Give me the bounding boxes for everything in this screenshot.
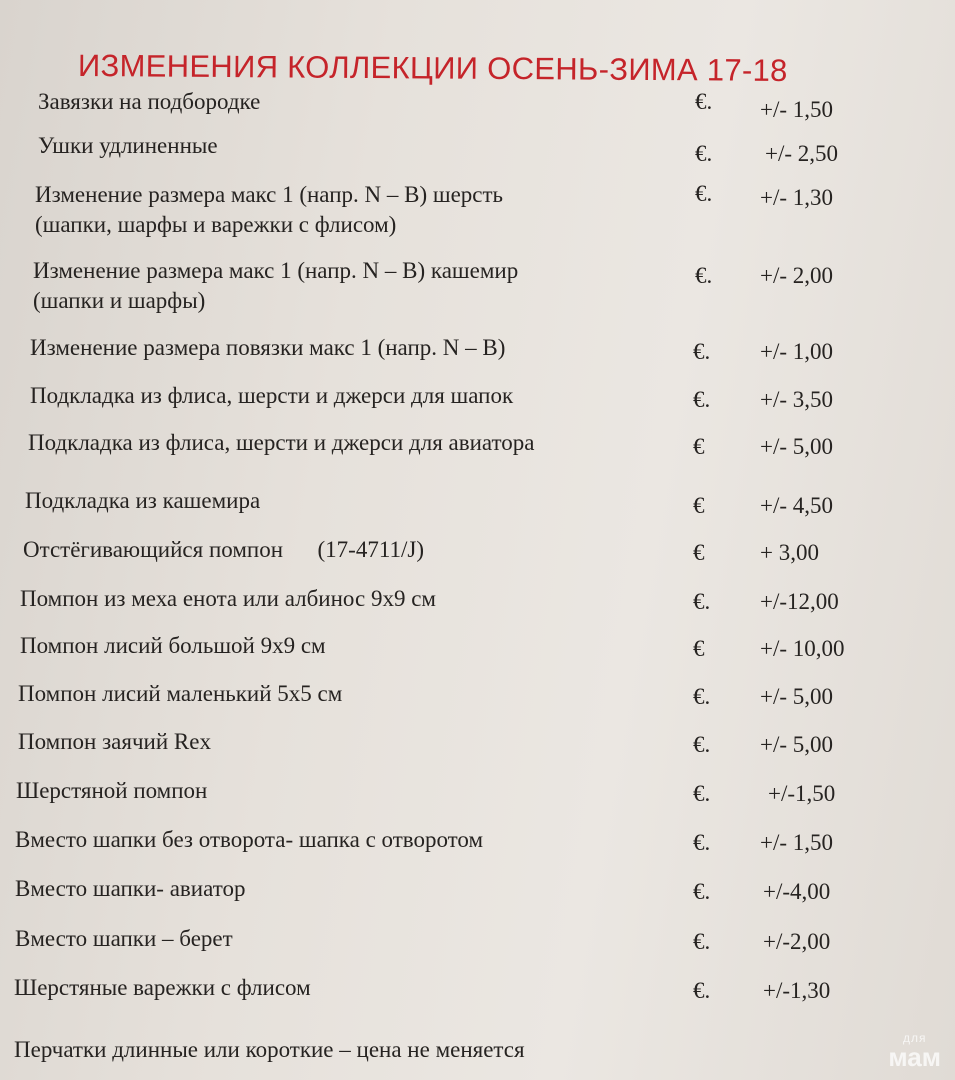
item-description: Отстёгивающийся помпон (17-4711/J) — [23, 537, 424, 562]
item-price: +/- 5,00 — [760, 434, 834, 459]
item-price: +/- 3,50 — [760, 387, 834, 412]
currency-symbol: €. — [693, 830, 711, 855]
watermark-small-text: для — [902, 1031, 927, 1045]
item-description: Изменение размера макс 1 (напр. N – B) кашемир (шапки и шарфы) — [33, 258, 519, 313]
currency-symbol: €. — [693, 589, 711, 614]
item-price: +/-4,00 — [763, 879, 831, 904]
currency-symbol: €. — [693, 879, 711, 904]
watermark-logo — [888, 1032, 941, 1070]
item-price: +/- 5,00 — [760, 684, 834, 709]
currency-symbol: €. — [693, 732, 711, 757]
currency-symbol: €. — [693, 929, 711, 954]
currency-symbol: €. — [693, 684, 711, 709]
item-description: Вместо шапки без отворота- шапка с отворотом — [15, 827, 484, 852]
item-price: +/-12,00 — [760, 589, 839, 614]
currency-symbol: €. — [695, 181, 713, 206]
currency-symbol: € — [693, 434, 705, 459]
item-price: +/- 2,00 — [760, 263, 834, 288]
item-price: +/-1,30 — [763, 978, 831, 1003]
item-description: Шерстяные варежки с флисом — [14, 975, 311, 1000]
item-description: Шерстяной помпон — [16, 778, 208, 803]
item-price: +/- 5,00 — [760, 732, 834, 757]
item-price: +/- 1,50 — [760, 97, 834, 122]
item-price: +/- 1,00 — [760, 339, 834, 364]
item-price: +/- 1,30 — [760, 185, 834, 210]
item-description: Помпон лисий большой 9x9 см — [20, 633, 326, 658]
item-description: Помпон лисий маленький 5x5 см — [18, 681, 343, 706]
item-description: Подкладка из флиса, шерсти и джерси для авиатора — [28, 430, 535, 455]
item-description: Ушки удлиненные — [38, 133, 218, 158]
currency-symbol: €. — [693, 387, 711, 412]
currency-symbol: € — [693, 493, 705, 518]
item-description: Вместо шапки- авиатор — [15, 876, 246, 901]
item-price: + 3,00 — [760, 540, 819, 565]
currency-symbol: €. — [695, 263, 713, 288]
item-description: Подкладка из кашемира — [25, 488, 261, 513]
item-description: Изменение размера повязки макс 1 (напр. N – B) — [30, 335, 506, 360]
item-description: Помпон заячий Rex — [18, 729, 211, 754]
item-description: Изменение размера макс 1 (напр. N – B) шерсть (шапки, шарфы и варежки с флисом) — [35, 182, 504, 237]
item-price: +/-2,00 — [763, 929, 831, 954]
item-price: +/- 2,50 — [765, 141, 839, 166]
item-price: +/- 10,00 — [760, 636, 845, 661]
item-description: Помпон из меха енота или албинос 9x9 см — [20, 586, 436, 611]
currency-symbol: € — [693, 636, 705, 661]
currency-symbol: €. — [695, 89, 713, 114]
currency-symbol: €. — [693, 781, 711, 806]
item-price: +/- 4,50 — [760, 493, 834, 518]
watermark-big-text: мам — [888, 1042, 941, 1072]
currency-symbol: €. — [693, 978, 711, 1003]
page-title: ИЗМЕНЕНИЯ КОЛЛЕКЦИИ ОСЕНЬ-ЗИМА 17-18 — [77, 48, 788, 88]
item-price: +/-1,50 — [768, 781, 836, 806]
currency-symbol: €. — [695, 141, 713, 166]
currency-symbol: € — [693, 540, 705, 565]
item-price: +/- 1,50 — [760, 830, 834, 855]
item-description: Подкладка из флиса, шерсти и джерси для шапок — [30, 383, 514, 408]
currency-symbol: €. — [693, 339, 711, 364]
item-description: Завязки на подбородке — [38, 89, 261, 114]
item-description: Вместо шапки – берет — [15, 926, 233, 951]
footer-note: Перчатки длинные или короткие – цена не меняется — [14, 1037, 525, 1062]
